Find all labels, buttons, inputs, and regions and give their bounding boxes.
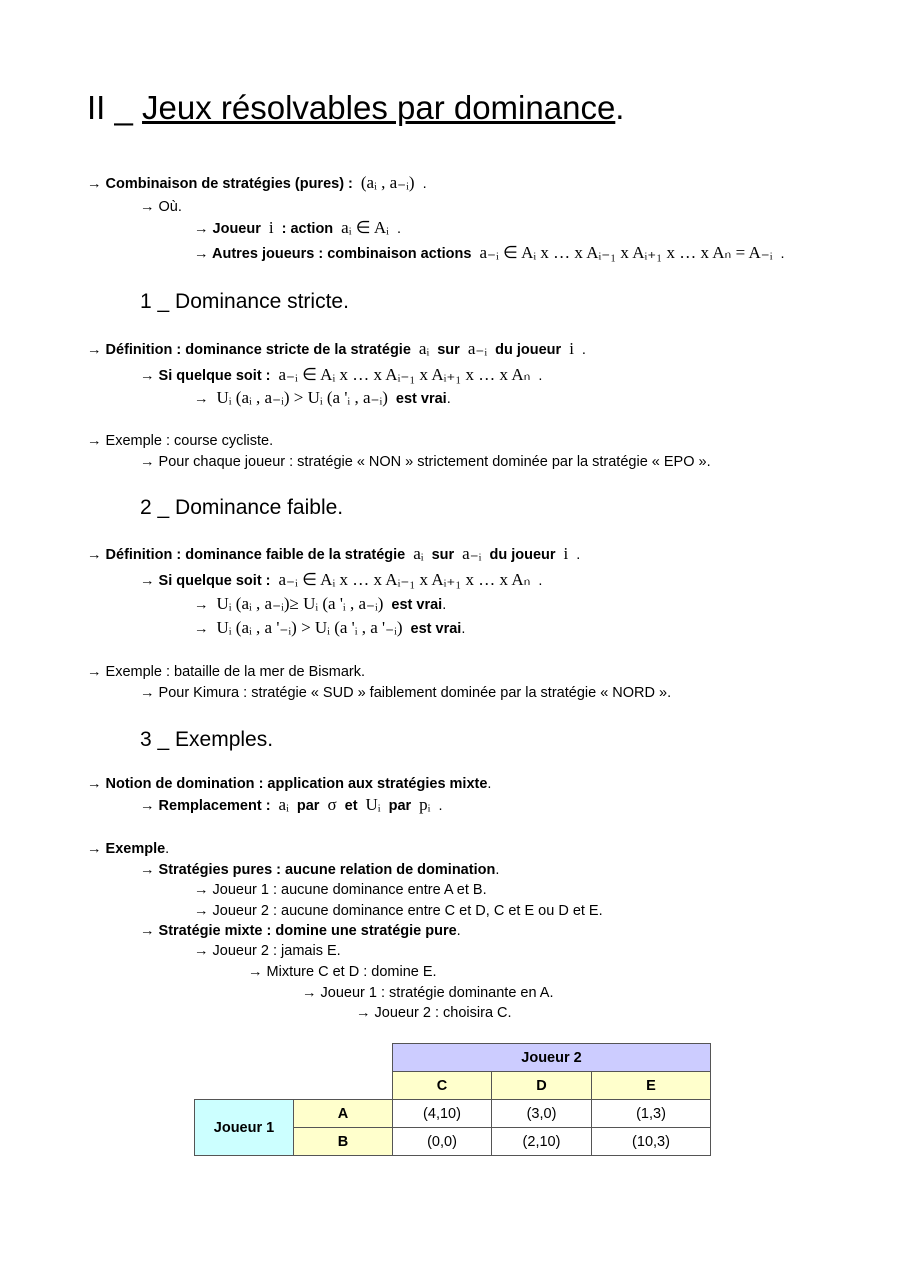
row-header: B [294, 1128, 393, 1156]
section-heading-examples: 3 _ Exemples. [140, 728, 274, 751]
weak-inequality-2: → Uᵢ (aᵢ , a '₋ᵢ) > Uᵢ (a 'ᵢ , a '₋ᵢ) est vrai. [194, 618, 466, 637]
replacement-line: → Remplacement : aᵢ par σ et Uᵢ par pᵢ . [140, 795, 443, 814]
table-cell: (2,10) [492, 1128, 592, 1156]
example-label-line: → Exemple. [87, 841, 170, 857]
table-cell: (10,3) [592, 1128, 711, 1156]
table-header-row-2 [195, 1072, 711, 1100]
payoff-table [194, 1043, 711, 1156]
weak-condition-line: → Si quelque soit : a₋ᵢ ∈ Aᵢ x … x Aᵢ₋₁ x Aᵢ₊₁ x … x Aₙ . [140, 570, 543, 589]
page-title [87, 86, 624, 130]
weak-inequality-1: → Uᵢ (aᵢ , a₋ᵢ)≥ Uᵢ (a 'ᵢ , a₋ᵢ) est vrai. [194, 594, 447, 613]
section-heading-weak: 2 _ Dominance faible. [140, 496, 344, 519]
title-suffix: . [615, 89, 625, 126]
strict-example-detail: → Pour chaque joueur : stratégie « NON » strictement dominée par la stratégie « EPO ». [140, 454, 711, 470]
domination-notion-line: → Notion de domination : application aux stratégies mixte. [87, 776, 492, 792]
table-cell: (3,0) [492, 1100, 592, 1128]
player1-no-dominance: → Joueur 1 : aucune dominance entre A et B. [194, 882, 487, 898]
title-main: Jeux résolvables par dominance [142, 89, 616, 126]
strict-definition-line: → Définition : dominance stricte de la stratégie aᵢ sur a₋ᵢ du joueur i . [87, 339, 586, 358]
table-header-row-1 [195, 1044, 711, 1072]
strict-example-line: → Exemple : course cycliste. [87, 433, 274, 449]
weak-example-line: → Exemple : bataille de la mer de Bismark. [87, 664, 366, 680]
strict-inequality-line: → Uᵢ (aᵢ , a₋ᵢ) > Uᵢ (a 'ᵢ , a₋ᵢ) est vrai. [194, 388, 451, 407]
column-header: E [592, 1072, 711, 1100]
player2-header: Joueur 2 [393, 1044, 711, 1072]
pure-strategies-line: → Stratégies pures : aucune relation de domination. [140, 862, 500, 878]
player2-never-e: → Joueur 2 : jamais E. [194, 943, 341, 959]
player2-no-dominance: → Joueur 2 : aucune dominance entre C et D, C et E ou D et E. [194, 903, 603, 919]
player1-header: Joueur 1 [195, 1100, 294, 1156]
combination-math: (aᵢ , a₋ᵢ) [360, 173, 415, 192]
column-header: D [492, 1072, 592, 1100]
table-cell: (0,0) [393, 1128, 492, 1156]
player2-choice-line: → Joueur 2 : choisira C. [356, 1005, 512, 1021]
table-cell: (1,3) [592, 1100, 711, 1128]
title-prefix: II _ [87, 89, 143, 126]
other-players-line: → Autres joueurs : combinaison actions a₋ᵢ ∈ Aᵢ x … x Aᵢ₋₁ x Aᵢ₊₁ x … x Aₙ = A₋ᵢ . [194, 243, 785, 262]
strict-condition-line: → Si quelque soit : a₋ᵢ ∈ Aᵢ x … x Aᵢ₋₁ x Aᵢ₊₁ x … x Aₙ . [140, 365, 543, 384]
combination-line: → Combinaison de stratégies (pures) : (aᵢ , a₋ᵢ) . [87, 173, 427, 192]
ou-line: → Où. [140, 199, 182, 215]
player1-dominant-line: → Joueur 1 : stratégie dominante en A. [302, 985, 554, 1001]
weak-definition-line: → Définition : dominance faible de la stratégie aᵢ sur a₋ᵢ du joueur i . [87, 544, 581, 563]
table-cell: (4,10) [393, 1100, 492, 1128]
row-header: A [294, 1100, 393, 1128]
table-row [195, 1100, 711, 1128]
mixed-strategy-line: → Stratégie mixte : domine une stratégie pure. [140, 923, 461, 939]
player-action-line: → Joueur i : action aᵢ ∈ Aᵢ . [194, 218, 401, 237]
mixture-line: → Mixture C et D : domine E. [248, 964, 437, 980]
combination-label: Combinaison de stratégies (pures) : [105, 176, 353, 192]
column-header: C [393, 1072, 492, 1100]
section-heading-strict: 1 _ Dominance stricte. [140, 290, 349, 313]
weak-example-detail: → Pour Kimura : stratégie « SUD » faiblement dominée par la stratégie « NORD ». [140, 685, 672, 701]
